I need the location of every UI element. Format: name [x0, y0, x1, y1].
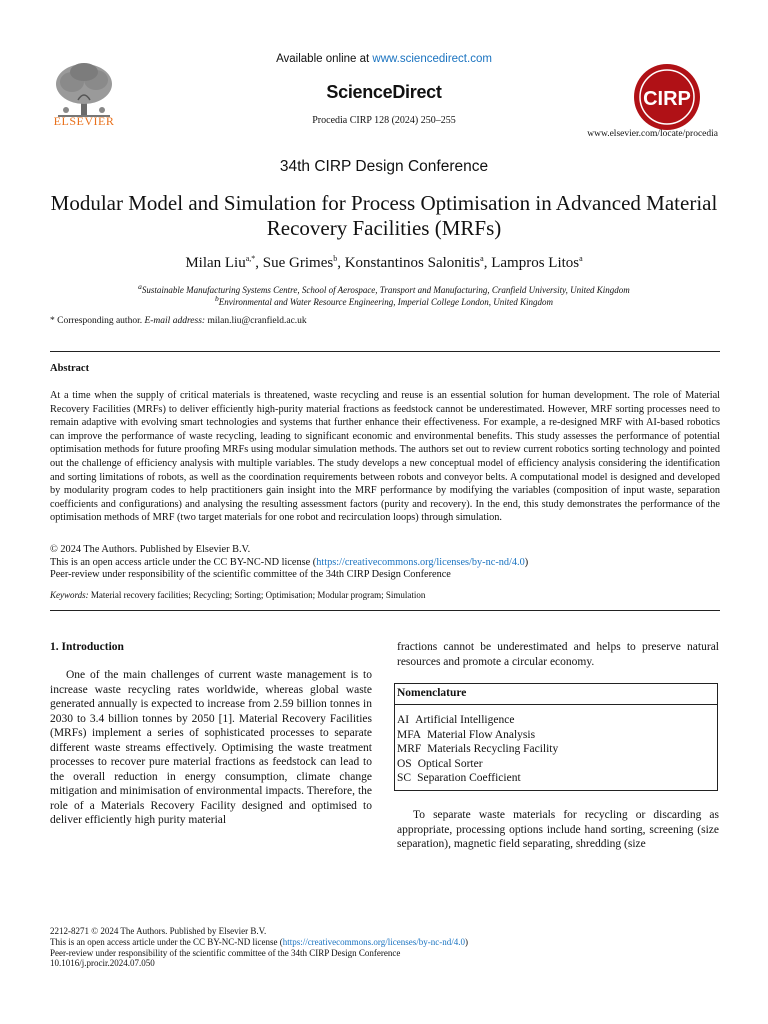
page-footer — [50, 926, 468, 969]
availability-prefix: Available online at — [276, 53, 373, 65]
affiliation-mark: a — [138, 282, 142, 291]
copyright-line: © 2024 The Authors. Published by Elsevier B.V. — [50, 544, 251, 555]
nomenclature-abbr: SC — [397, 772, 412, 784]
author-affiliation-mark: b — [333, 254, 338, 263]
license-prefix: This is an open access article under the CC BY-NC-ND license ( — [50, 556, 317, 568]
nomenclature-def: Separation Coefficient — [417, 772, 521, 784]
author-separator: , — [337, 255, 345, 271]
author-affiliation-mark: a,* — [245, 254, 256, 263]
peer-review-line: Peer-review under responsibility of the scientific committee of the 34th CIRP Design Conference — [50, 569, 451, 581]
journal-reference: Procedia CIRP 128 (2024) 250–255 — [312, 115, 456, 126]
divider — [50, 351, 720, 352]
intro-paragraph-continued: fractions cannot be underestimated and helps to preserve natural resources and promote a circular economy. — [397, 641, 719, 668]
affiliation-text: Sustainable Manufacturing Systems Centre, School of Aerospace, Transport and Manufacturing, Cranfield University, United Kingdom — [141, 285, 630, 295]
platform-name: ScienceDirect — [326, 82, 442, 102]
nomenclature-item — [397, 728, 558, 743]
license-line — [50, 937, 468, 948]
author-name: Sue Grimes — [262, 255, 334, 271]
section-heading: 1. Introduction — [50, 641, 124, 653]
nomenclature-abbr: MRF — [397, 743, 422, 755]
affiliation-b — [0, 294, 768, 307]
nomenclature-abbr: OS — [397, 757, 412, 770]
intro-paragraph: One of the main challenges of current waste management is to increase waste recycling rates worldwide, whereas global waste generated annually is expected to increase from 2.59 billion tonnes in 2030 to 3.4 billion tonnes by 2050 [1]. Material Recovery Facilities (MRFs) implement a series of sophisticated processes to separate different waste streams effectively. Optimising the waste treatment processes to recover pure material fractions as feedstock can lead to the overall reduction in energy consumption, climate change mitigation and minimisation of environmental impacts. Therefore, the role of a Materials Recovery Facility designed and optimised to deliver efficiently high purity material — [50, 669, 372, 826]
nomenclature-item — [397, 742, 558, 757]
issn-line: 2212-8271 © 2024 The Authors. Published by Elsevier B.V. — [50, 926, 267, 936]
license-prefix: This is an open access article under the CC BY-NC-ND license ( — [50, 936, 283, 947]
keywords-line — [50, 590, 425, 600]
affiliation-mark: b — [215, 294, 219, 303]
abstract-copyright-block — [50, 544, 720, 582]
peer-review-line: Peer-review under responsibility of the scientific committee of the 34th CIRP Design Conference — [50, 947, 401, 958]
author-separator: , — [483, 255, 492, 271]
corresponding-author — [50, 316, 307, 326]
nomenclature-abbr: MFA — [397, 728, 422, 741]
doi-line[interactable]: 10.1016/j.procir.2024.07.050 — [50, 958, 155, 969]
author-affiliation-mark: a — [480, 254, 484, 263]
author-separator: , — [255, 255, 263, 271]
abstract-text: At a time when the supply of critical materials is threatened, waste recycling and reuse is an essential solution for human development. The role of Material Recovery Facilities (MRFs) to deliver efficiently high-purity material fractions as feedstock cannot be underestimated. However, MRF sorting processes need to remain adaptive with evolving smart technologies and systems that further enhance their effectiveness. For example, a re-designed MRF with AI-based robotics can improve the performance of waste recycling, leading to significant economic and environmental benefits. This study assesses the performance of potential optimisation methods for future proofing MRFs using modular simulation methods. The authors set out to review current robotics sorting technology and pointed out the challenge of efficiency analysis with multiple variables. The study develops a new conceptual model of efficiency analysis considering the identification and sorting limitations of robots, as well as the coordination requirements between robots and conveyor belts. A computational model is designed and developed by modularity program codes to help practitioners gain insight into the MRF performance by modifying the variables (composition of input waste, separation coefficients and configurations) and analysing the resulting assessment factors (purity and recovery). In the end, this study demonstrates the performance of the optimisation methods of MRF (two target materials for one robot and recirculation loops) through simulation. — [50, 390, 720, 524]
license-suffix: ) — [464, 936, 468, 947]
corresponding-prefix: * Corresponding author. — [50, 316, 145, 326]
nomenclature-item — [397, 713, 558, 728]
author-affiliation-mark: a — [579, 254, 583, 263]
email-label: E-mail address: — [144, 316, 206, 326]
license-link[interactable]: https://creativecommons.org/licenses/by-nc-nd/4.0 — [282, 936, 465, 947]
corresponding-email[interactable]: milan.liu@cranfield.ac.uk — [205, 316, 307, 326]
cirp-logo-text: CIRP — [643, 88, 691, 110]
cirp-logo — [633, 63, 701, 131]
nomenclature-def: Materials Recycling Facility — [427, 743, 559, 755]
author-list — [0, 254, 768, 272]
author-name: Lampros Litos — [491, 255, 580, 271]
keywords-label: Keywords: — [50, 590, 89, 600]
nomenclature-def: Material Flow Analysis — [427, 728, 536, 741]
nomenclature-heading: Nomenclature — [397, 687, 467, 699]
nomenclature-list — [397, 713, 558, 786]
abstract-heading: Abstract — [50, 363, 90, 374]
publisher-name: ELSEVIER — [53, 114, 115, 128]
nomenclature-item — [397, 757, 558, 772]
affiliation-text: Environmental and Water Resource Engineering, Imperial College London, United Kingdom — [218, 297, 553, 307]
license-suffix: ) — [524, 556, 529, 568]
divider — [50, 610, 720, 611]
license-line — [50, 557, 720, 570]
nomenclature-def: Optical Sorter — [417, 757, 483, 770]
paper-title: Modular Model and Simulation for Process Optimisation in Advanced Material Recovery Facilities (MRFs) — [50, 191, 718, 240]
author-name: Konstantinos Salonitis — [344, 255, 481, 271]
nomenclature-box — [394, 683, 718, 791]
journal-url[interactable]: www.elsevier.com/locate/procedia — [587, 129, 718, 139]
author-name: Milan Liu — [185, 255, 246, 271]
conference-name: 34th CIRP Design Conference — [279, 158, 489, 175]
license-link[interactable]: https://creativecommons.org/licenses/by-nc-nd/4.0 — [316, 556, 525, 568]
keywords-text: Material recovery facilities; Recycling; Sorting; Optimisation; Modular program; Simulation — [88, 590, 426, 600]
body-paragraph: To separate waste materials for recycling or discarding as appropriate, processing options include hand sorting, screening (size separation), magnetic field separating, shredding (size — [397, 809, 719, 850]
nomenclature-def: Artificial Intelligence — [415, 714, 515, 726]
nomenclature-abbr: AI — [397, 714, 410, 726]
divider — [395, 704, 717, 705]
sciencedirect-link[interactable]: www.sciencedirect.com — [372, 53, 492, 65]
nomenclature-item — [397, 771, 558, 786]
